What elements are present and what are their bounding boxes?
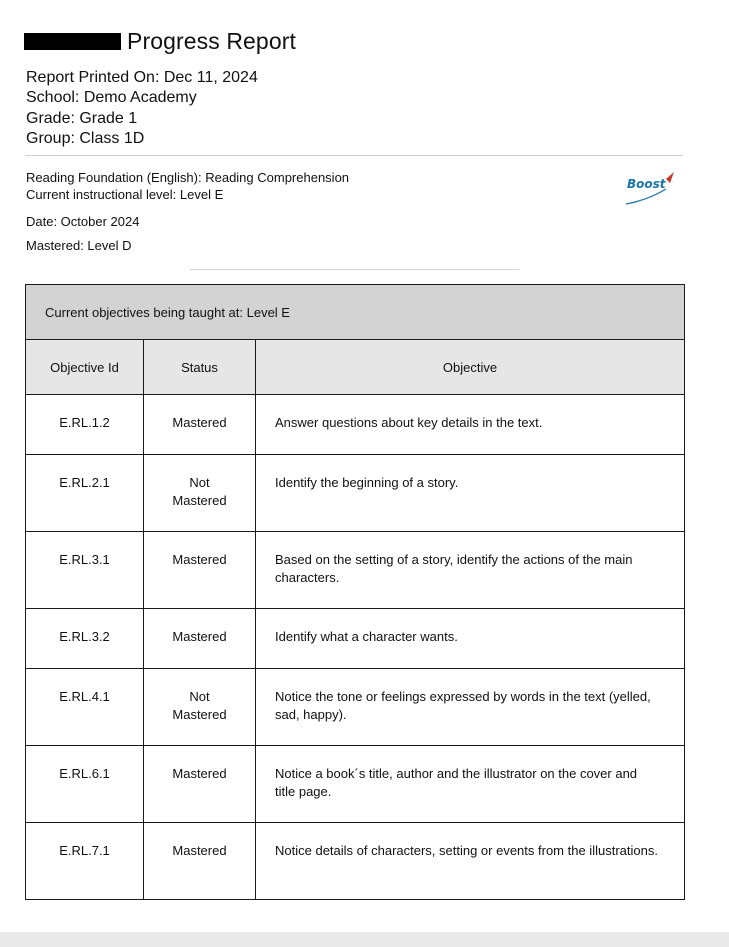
objective-text: Notice a book´s title, author and the illustrator on the cover and title page. bbox=[275, 766, 638, 799]
table-row bbox=[26, 395, 685, 455]
objective-status: Not Mastered bbox=[172, 689, 227, 722]
objective-status: Mastered bbox=[172, 629, 227, 644]
divider bbox=[190, 269, 519, 270]
objective-text: Notice details of characters, setting or events from the illustrations. bbox=[275, 843, 658, 858]
mastered-level: Mastered: Level D bbox=[26, 238, 132, 253]
table-row bbox=[26, 609, 685, 669]
boost-logo bbox=[622, 170, 678, 208]
logo-text: Boost bbox=[627, 177, 666, 191]
header-objective: Objective bbox=[256, 340, 685, 395]
report-header bbox=[24, 27, 296, 55]
objective-id: E.RL.7.1 bbox=[59, 843, 110, 858]
objective-status: Mastered bbox=[172, 843, 227, 858]
objective-status: Mastered bbox=[172, 552, 227, 567]
table-row bbox=[26, 455, 685, 532]
objective-status: Not Mastered bbox=[172, 475, 227, 508]
report-meta bbox=[26, 68, 258, 149]
objective-id: E.RL.3.1 bbox=[59, 552, 110, 567]
printed-on: Report Printed On: Dec 11, 2024 bbox=[26, 69, 258, 86]
objective-id: E.RL.3.2 bbox=[59, 629, 110, 644]
objective-id: E.RL.1.2 bbox=[59, 415, 110, 430]
report-date: Date: October 2024 bbox=[26, 214, 140, 229]
objective-id: E.RL.4.1 bbox=[59, 689, 110, 704]
table-caption: Current objectives being taught at: Level E bbox=[26, 285, 685, 340]
group: Group: Class 1D bbox=[26, 129, 145, 147]
table-row bbox=[26, 532, 685, 609]
page-bottom-edge bbox=[0, 932, 729, 947]
objective-status: Mastered bbox=[172, 415, 227, 430]
objective-text: Identify the beginning of a story. bbox=[275, 475, 459, 490]
objective-id: E.RL.6.1 bbox=[59, 766, 110, 781]
objective-status: Mastered bbox=[172, 766, 227, 781]
header-status: Status bbox=[144, 340, 256, 395]
header-objective-id: Objective Id bbox=[26, 340, 144, 395]
table-row bbox=[26, 669, 685, 746]
school: School: Demo Academy bbox=[26, 89, 197, 107]
grade: Grade: Grade 1 bbox=[26, 109, 138, 127]
current-level: Current instructional level: Level E bbox=[26, 186, 224, 202]
objective-text: Identify what a character wants. bbox=[275, 629, 458, 644]
subject-info bbox=[26, 170, 349, 203]
table-row bbox=[26, 823, 685, 900]
objective-text: Based on the setting of a story, identify the actions of the main characters. bbox=[275, 552, 633, 585]
table-row bbox=[26, 746, 685, 823]
objectives-table bbox=[25, 284, 685, 900]
subject-name: Reading Foundation (English): Reading Comprehension bbox=[26, 170, 350, 185]
objective-text: Notice the tone or feelings expressed by words in the text (yelled, sad, happy). bbox=[275, 689, 651, 722]
redacted-student-name bbox=[24, 33, 121, 50]
objective-text: Answer questions about key details in the text. bbox=[275, 415, 543, 430]
page-title: Progress Report bbox=[127, 27, 296, 54]
logo-swoosh-icon bbox=[622, 170, 678, 208]
objective-id: E.RL.2.1 bbox=[59, 475, 110, 490]
divider bbox=[25, 155, 683, 156]
